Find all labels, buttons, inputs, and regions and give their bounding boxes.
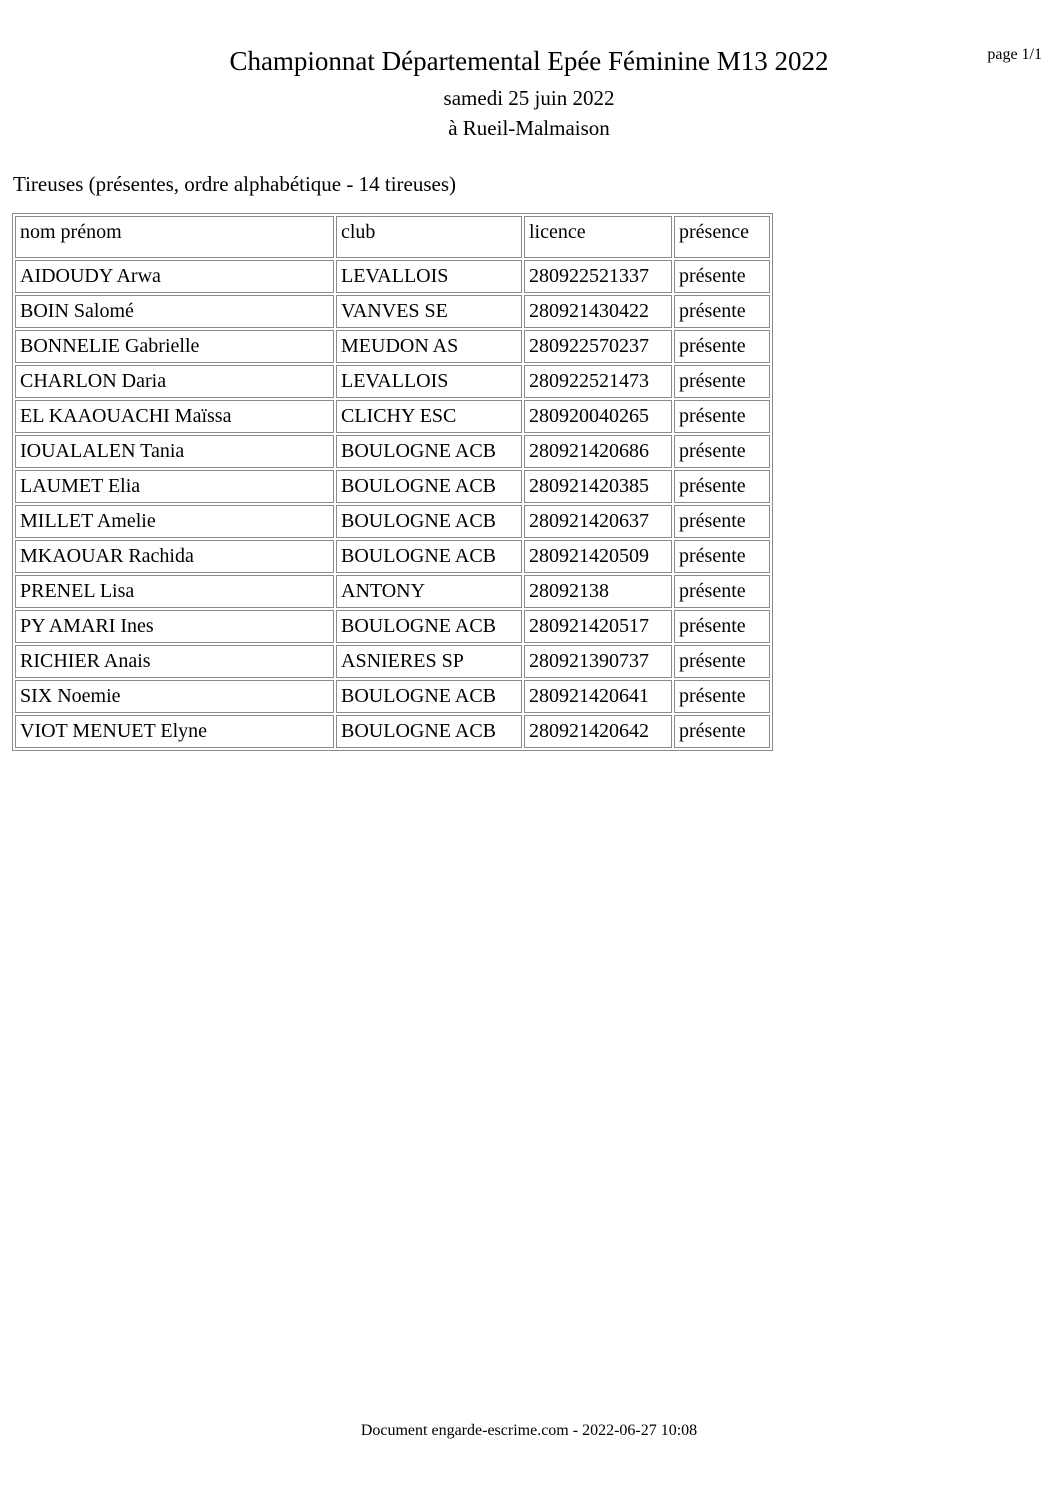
cell-name: BONNELIE Gabrielle <box>15 330 334 363</box>
table-row <box>15 295 770 328</box>
cell-presence: présente <box>674 365 770 398</box>
cell-licence: 280921420637 <box>524 505 672 538</box>
table-row <box>15 715 770 748</box>
column-header-name: nom prénom <box>15 216 334 258</box>
column-header-licence: licence <box>524 216 672 258</box>
table-row <box>15 330 770 363</box>
table-row <box>15 435 770 468</box>
cell-club: BOULOGNE ACB <box>336 505 522 538</box>
cell-presence: présente <box>674 505 770 538</box>
table-row <box>15 540 770 573</box>
cell-name: CHARLON Daria <box>15 365 334 398</box>
cell-name: PY AMARI Ines <box>15 610 334 643</box>
cell-presence: présente <box>674 295 770 328</box>
cell-club: ASNIERES SP <box>336 645 522 678</box>
table-row <box>15 610 770 643</box>
cell-club: BOULOGNE ACB <box>336 470 522 503</box>
event-date: samedi 25 juin 2022 <box>443 86 615 110</box>
table-row <box>15 260 770 293</box>
cell-name: EL KAAOUACHI Maïssa <box>15 400 334 433</box>
column-header-presence: présence <box>674 216 770 258</box>
event-location: à Rueil-Malmaison <box>448 116 610 140</box>
cell-presence: présente <box>674 330 770 363</box>
document-footer: Document engarde-escrime.com - 2022-06-27 10:08 <box>360 1422 698 1439</box>
cell-presence: présente <box>674 610 770 643</box>
cell-presence: présente <box>674 470 770 503</box>
cell-club: BOULOGNE ACB <box>336 540 522 573</box>
cell-club: BOULOGNE ACB <box>336 715 522 748</box>
cell-licence: 280921420686 <box>524 435 672 468</box>
cell-name: MKAOUAR Rachida <box>15 540 334 573</box>
table-row <box>15 470 770 503</box>
table-row <box>15 680 770 713</box>
cell-presence: présente <box>674 540 770 573</box>
cell-licence: 280921420642 <box>524 715 672 748</box>
cell-presence: présente <box>674 680 770 713</box>
document-title: Championnat Départemental Epée Féminine M13 2022 <box>229 46 829 76</box>
cell-licence: 280922521337 <box>524 260 672 293</box>
table-row <box>15 400 770 433</box>
table-row <box>15 365 770 398</box>
cell-presence: présente <box>674 400 770 433</box>
cell-club: MEUDON AS <box>336 330 522 363</box>
page-number: page 1/1 <box>987 46 1042 63</box>
section-title: Tireuses (présentes, ordre alphabétique - 14 tireuses) <box>13 172 457 196</box>
fencers-table <box>12 213 773 751</box>
cell-name: PRENEL Lisa <box>15 575 334 608</box>
cell-licence: 280921420517 <box>524 610 672 643</box>
cell-licence: 280921430422 <box>524 295 672 328</box>
cell-name: RICHIER Anais <box>15 645 334 678</box>
table-row <box>15 505 770 538</box>
cell-club: CLICHY ESC <box>336 400 522 433</box>
table-header-row <box>15 216 770 258</box>
cell-presence: présente <box>674 575 770 608</box>
cell-presence: présente <box>674 435 770 468</box>
cell-club: BOULOGNE ACB <box>336 680 522 713</box>
cell-licence: 28092138 <box>524 575 672 608</box>
cell-name: BOIN Salomé <box>15 295 334 328</box>
cell-club: LEVALLOIS <box>336 260 522 293</box>
cell-name: SIX Noemie <box>15 680 334 713</box>
cell-licence: 280921420385 <box>524 470 672 503</box>
cell-licence: 280922521473 <box>524 365 672 398</box>
table-row <box>15 645 770 678</box>
cell-name: VIOT MENUET Elyne <box>15 715 334 748</box>
cell-licence: 280921420641 <box>524 680 672 713</box>
cell-club: BOULOGNE ACB <box>336 610 522 643</box>
cell-name: AIDOUDY Arwa <box>15 260 334 293</box>
cell-presence: présente <box>674 260 770 293</box>
cell-licence: 280921420509 <box>524 540 672 573</box>
cell-name: MILLET Amelie <box>15 505 334 538</box>
cell-club: BOULOGNE ACB <box>336 435 522 468</box>
table-row <box>15 575 770 608</box>
cell-club: VANVES SE <box>336 295 522 328</box>
cell-name: IOUALALEN Tania <box>15 435 334 468</box>
cell-club: LEVALLOIS <box>336 365 522 398</box>
cell-presence: présente <box>674 715 770 748</box>
cell-licence: 280921390737 <box>524 645 672 678</box>
cell-club: ANTONY <box>336 575 522 608</box>
cell-presence: présente <box>674 645 770 678</box>
column-header-club: club <box>336 216 522 258</box>
cell-licence: 280920040265 <box>524 400 672 433</box>
cell-name: LAUMET Elia <box>15 470 334 503</box>
cell-licence: 280922570237 <box>524 330 672 363</box>
